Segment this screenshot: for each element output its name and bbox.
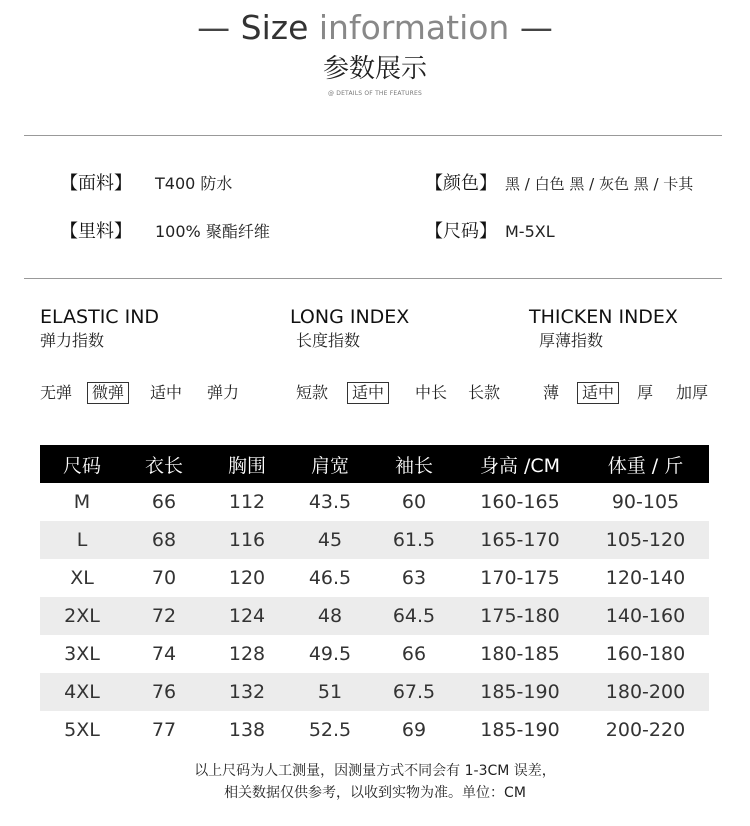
- table-cell: 120: [228, 567, 266, 589]
- table-cell: 52.5: [308, 719, 352, 741]
- table-cell: 128: [228, 643, 266, 665]
- page-title: [0, 8, 750, 48]
- header-length: 衣长: [124, 445, 204, 483]
- size-value: M-5XL: [505, 222, 555, 241]
- thicken-option-thick: 厚: [637, 383, 654, 402]
- color-label: 【颜色】: [425, 173, 497, 194]
- tagline: @ DETAILS OF THE FEATURES: [327, 90, 423, 97]
- measurement-note-line1: 以上尺码为人工测量，因测量方式不同会有 1-3CM 误差，: [194, 763, 556, 779]
- table-row: [40, 711, 709, 749]
- long-option-midlong: 中长: [415, 383, 448, 402]
- table-cell: 63: [401, 567, 427, 589]
- elastic-option-none: 无弹: [40, 383, 73, 402]
- table-cell: 69: [401, 719, 427, 741]
- long-option-long: 长款: [468, 383, 501, 402]
- table-cell: 124: [204, 597, 290, 635]
- table-header-row: [40, 445, 709, 483]
- table-cell: 180-200: [582, 673, 709, 711]
- header-weight: 体重 / 斤: [582, 445, 709, 483]
- table-cell: 160-180: [605, 643, 686, 665]
- table-cell: M: [73, 491, 91, 513]
- table-cell: 4XL: [40, 673, 124, 711]
- table-cell: 105-120: [582, 521, 709, 559]
- header-shoulder: 肩宽: [290, 445, 370, 483]
- table-cell: 45: [290, 521, 370, 559]
- table-cell: 120-140: [605, 567, 686, 589]
- table-cell: 66: [401, 643, 427, 665]
- elastic-option-medium: 适中: [150, 383, 183, 402]
- header-chest: 胸围: [204, 445, 290, 483]
- table-row: [40, 597, 709, 635]
- table-cell: 66: [151, 491, 177, 513]
- table-cell: 2XL: [40, 597, 124, 635]
- table-row: [40, 635, 709, 673]
- table-cell: 200-220: [605, 719, 686, 741]
- elastic-option-stretch: 弹力: [207, 383, 240, 402]
- elastic-index-title: ELASTIC IND: [40, 306, 160, 328]
- table-cell: 180-185: [480, 643, 560, 665]
- title-dash-right: —: [519, 8, 553, 47]
- table-cell: 43.5: [308, 491, 352, 513]
- table-cell: 138: [228, 719, 266, 741]
- table-cell: 90-105: [611, 491, 680, 513]
- header-size: 尺码: [40, 445, 124, 483]
- table-cell: 5XL: [64, 719, 100, 741]
- table-cell: 68: [124, 521, 204, 559]
- thicken-option-thin: 薄: [543, 383, 560, 402]
- elastic-option-slight: 微弹: [87, 382, 129, 404]
- table-cell: 140-160: [582, 597, 709, 635]
- table-row: [40, 521, 709, 559]
- table-cell: 72: [124, 597, 204, 635]
- size-label: 【尺码】: [425, 221, 497, 242]
- size-table: [40, 445, 709, 749]
- table-cell: 67.5: [370, 673, 458, 711]
- table-row: [40, 559, 709, 597]
- thicken-option-regular: 适中: [577, 382, 619, 404]
- table-row: [40, 673, 709, 711]
- measurement-note-line2: 相关数据仅供参考，以收到实物为准。单位：CM: [224, 785, 526, 801]
- fabric-value: T400 防水: [155, 174, 233, 193]
- long-index-title: LONG INDEX: [290, 306, 410, 328]
- thicken-option-extra-thick: 加厚: [676, 383, 709, 402]
- table-cell: 112: [228, 491, 266, 513]
- table-cell: 165-170: [458, 521, 582, 559]
- page-subtitle: 参数展示: [322, 54, 427, 84]
- table-cell: 185-190: [458, 673, 582, 711]
- table-cell: 185-190: [480, 719, 560, 741]
- table-cell: 51: [290, 673, 370, 711]
- table-cell: 49.5: [308, 643, 352, 665]
- thicken-index-subtitle: 厚薄指数: [539, 331, 604, 350]
- table-cell: 48: [290, 597, 370, 635]
- fabric-label: 【面料】: [60, 173, 132, 194]
- title-dash-left: —: [197, 8, 231, 47]
- table-cell: 74: [151, 643, 177, 665]
- table-cell: 132: [204, 673, 290, 711]
- table-cell: 61.5: [370, 521, 458, 559]
- table-cell: 64.5: [370, 597, 458, 635]
- long-option-short: 短款: [296, 383, 329, 402]
- table-cell: 60: [401, 491, 427, 513]
- divider-top: [24, 135, 722, 136]
- table-cell: XL: [70, 567, 94, 589]
- table-cell: 170-175: [480, 567, 560, 589]
- table-cell: 3XL: [64, 643, 100, 665]
- elastic-index-subtitle: 弹力指数: [40, 331, 105, 350]
- title-size: Size: [240, 8, 309, 47]
- table-cell: L: [40, 521, 124, 559]
- table-cell: 116: [204, 521, 290, 559]
- table-cell: 76: [124, 673, 204, 711]
- table-row: [40, 483, 709, 521]
- lining-value: 100% 聚酯纤维: [155, 222, 270, 241]
- color-value: 黑 / 白色 黑 / 灰色 黑 / 卡其: [505, 175, 694, 193]
- title-information: information: [318, 8, 510, 47]
- table-cell: 46.5: [308, 567, 352, 589]
- table-cell: 160-165: [480, 491, 560, 513]
- table-cell: 175-180: [458, 597, 582, 635]
- thicken-index-title: THICKEN INDEX: [529, 306, 678, 328]
- header-sleeve: 袖长: [370, 445, 458, 483]
- lining-label: 【里料】: [60, 221, 132, 242]
- long-option-regular: 适中: [347, 382, 389, 404]
- table-cell: 77: [151, 719, 177, 741]
- divider-mid: [24, 278, 722, 279]
- header-height: 身高 /CM: [458, 445, 582, 483]
- long-index-subtitle: 长度指数: [296, 331, 361, 350]
- table-cell: 70: [151, 567, 177, 589]
